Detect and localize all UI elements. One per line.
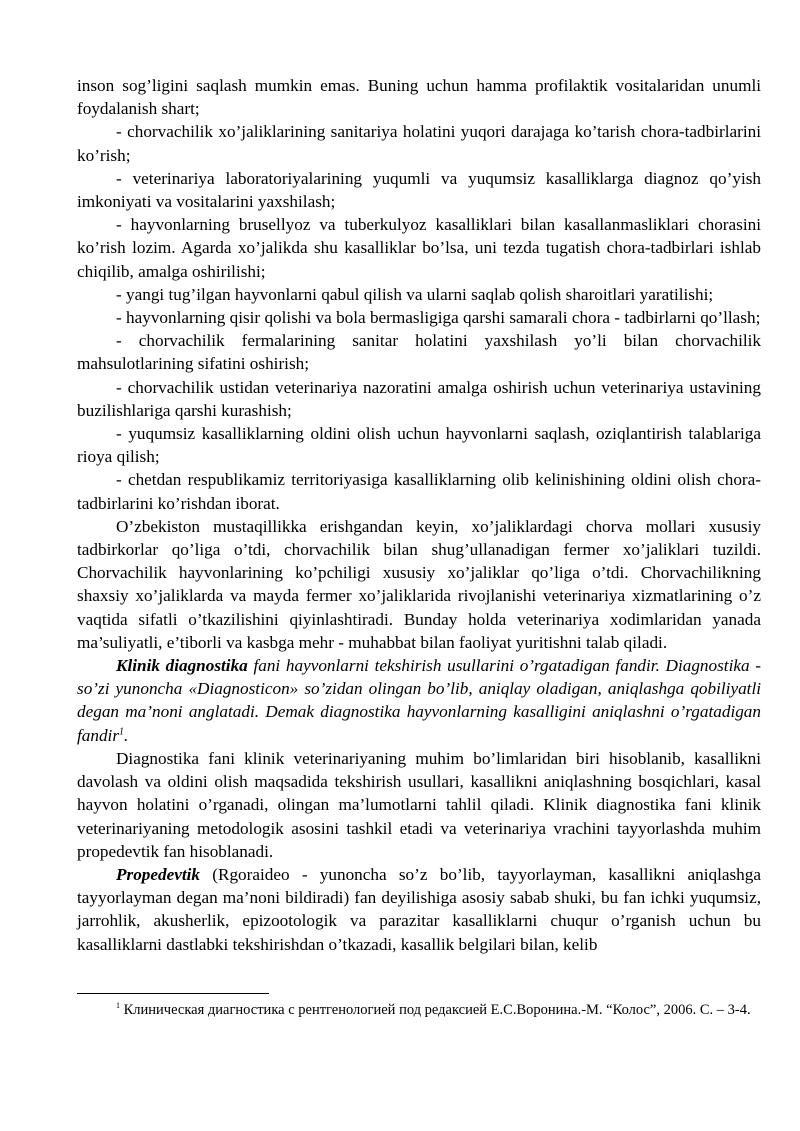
footnote-ref[interactable]: 1	[119, 725, 125, 737]
list-item: - hayvonlarning brusellyoz va tuberkulyoz kasalliklari bilan kasallanmasliklari chorasini ko’rish lozim. Agarda xo’jalikda shu kasalliklar bo’lsa, uni tezda tugatish chora-tadbirlari ishlab chiqilib, amalga oshirilishi;	[77, 215, 761, 281]
propedevtik-text: (Rgoraideo - yunoncha so’z bo’lib, tayyorlayman, kasallikni aniqlashga tayyorlayman degan ma’noni bildiradi) fan deyilishiga asosiy sabab shuki, bu fan ichki yuqumsiz, jarrohlik, akusherlik, epizootologik va parazitar kasalliklarni chuqur o’rganish uchun bu kasalliklarni dastlabki tekshirishdan o’tkazadi, kasallik belgilari bilan, kelib	[77, 864, 761, 954]
paragraph-klinik-diagnostika	[77, 654, 761, 747]
footnote-divider	[77, 993, 269, 994]
term-propedevtik: Propedevtik	[116, 864, 200, 884]
definition-text: fani hayvonlarni tekshirish usullarini o’rgatadigan fandir. Diagnostika - so’zi yunoncha «Diagnosticon» so’zidan olingan bo’lib, aniqlay oladigan, aniqlashga qobiliyatli degan ma’noni anglatadi. Demak diagnostika hayvonlarning kasalligini aniqlashni o’rgatadigan fandir	[77, 656, 761, 745]
list-item: - chetdan respublikamiz territoriyasiga kasalliklarning olib kelinishining oldini olish chora-tadbirlarini ko’rishdan iborat.	[77, 470, 761, 513]
list-item: - yangi tug’ilgan hayvonlarni qabul qilish va ularni saqlab qolish sharoitlari yaratilishi;	[116, 284, 714, 304]
paragraph-independence: O’zbekiston mustaqillikka erishgandan keyin, xo’jaliklardagi chorva mollari xususiy tadbirkorlar qo’liga o’tdi, chorvachilik bilan shug’ullanadigan fermer xo’jaliklari tuzildi. Chorvachilik hayvonlarining ko’pchiligi xususiy xo’jaliklar qo’liga o’tdi. Chorvachilikning shaxsiy xo’jaliklarda va mayda fermer xo’jaliklarida rivojlanishi veterinariya xizmatlarining o’z vaqtida sifatli o’tkazilishini qiyinlashtiradi. Bunday holda veterinariya xodimlaridan yanada ma’suliyatli, e’tiborli va kasbga mehr - muhabbat bilan faoliyat yuritishni talab qiladi.	[77, 516, 761, 652]
document-body	[77, 74, 761, 956]
footnote-mark: 1	[116, 1001, 120, 1011]
list-item: - chorvachilik ustidan veterinariya nazoratini amalga oshirish uchun veterinariya ustavining buzilishlariga qarshi kurashish;	[77, 377, 761, 420]
term-klinik-diagnostika: Klinik diagnostika	[116, 656, 248, 676]
footnote-text: Клиническая диагностика с рентгенологией под редаксией Е.С.Воронина.-М. “Колос”, 2006. С. – 3-4.	[120, 1002, 751, 1018]
list-item: - chorvachilik fermalarining sanitar holatini yaxshilash yo’li bilan chorvachilik mahsulotlarining sifatini oshirish;	[77, 331, 761, 374]
definition-end: .	[124, 725, 129, 745]
list-item: - chorvachilik xo’jaliklarining sanitariya holatini yuqori darajaga ko’tarish chora-tadbirlarini ko’rish;	[77, 122, 761, 165]
paragraph-propedevtik	[77, 863, 761, 956]
list-item: - veterinariya laboratoriyalarining yuqumli va yuqumsiz kasalliklarga diagnoz qo’yish imkoniyati va vositalarini yaxshilash;	[77, 168, 761, 212]
footnote	[77, 1000, 761, 1021]
paragraph-diagnostika: Diagnostika fani klinik veterinariyaning muhim bo’limlaridan biri hisoblanib, kasallikni davolash va oldini olish maqsadida tekshirish usullari, kasallikni aniqlashning bosqichlari, kasal hayvon holatini o’rganadi, olingan ma’lumotlarni tahlil qiladi. Klinik diagnostika fani klinik veterinariyaning metodologik asosini tashkil etadi va veterinariya vrachini tayyorlashda muhim propedevtik fan hisoblanadi.	[77, 748, 761, 861]
paragraph-continuation: inson sog’ligini saqlash mumkin emas. Buning uchun hamma profilaktik vositalaridan unumli foydalanish shart;	[77, 76, 761, 119]
list-item: - hayvonlarning qisir qolishi va bola bermasligiga qarshi samarali chora - tadbirlarni qo’llash;	[116, 308, 761, 328]
list-item: - yuqumsiz kasalliklarning oldini olish uchun hayvonlarni saqlash, oziqlantirish talablariga rioya qilish;	[77, 424, 761, 467]
